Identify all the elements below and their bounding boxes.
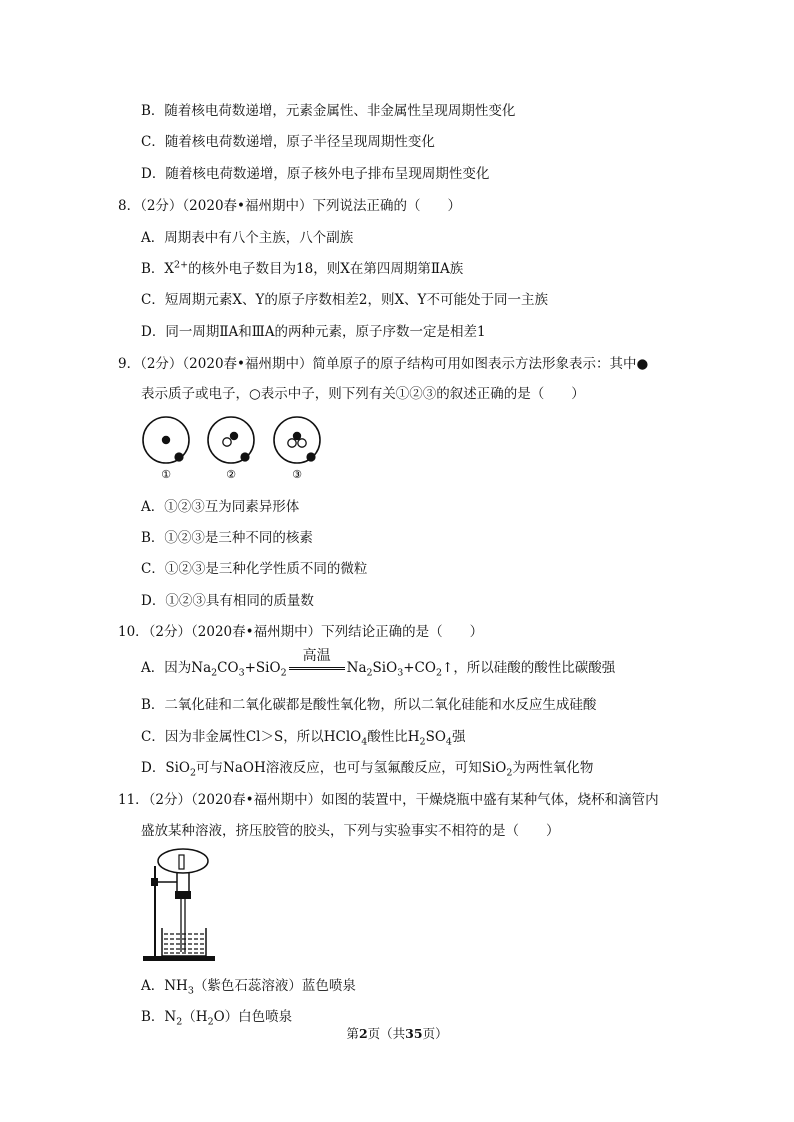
q10-option-a: A．因为$Na_2CO_3+SiO_2$ 高温 $Na_2SiO_3+CO_2↑$，所以硅酸的酸性比碳酸强 <box>141 648 616 679</box>
beaker-liquid <box>164 934 204 953</box>
q7-option-d: D．随着核电荷数递增，原子核外电子排布呈现周期性变化 <box>141 166 490 182</box>
atom-2 <box>208 417 254 463</box>
atom-label-1: ① <box>161 468 171 481</box>
q9-stem-line1: 9．（2分）（2020春•福州期中）简单原子的原子结构可用如图表示方法形象表示：其中● <box>118 356 649 372</box>
q10-option-c: C．因为非金属性Cl＞S，所以HClO$_4$酸性比$H_2SO_4$强 <box>141 729 466 748</box>
stopper <box>175 891 191 899</box>
q8-option-b: B．$X^{2+}$的核外电子数目为18，则X在第四周期第ⅡA族 <box>141 259 464 277</box>
fountain-apparatus-figure <box>140 846 220 964</box>
q9-option-a: A．①②③互为同素异形体 <box>141 499 300 515</box>
q7-option-b: B．随着核电荷数递增，元素金属性、非金属性呈现周期性变化 <box>141 103 516 119</box>
atom-1 <box>143 417 189 463</box>
page-footer: 第2页（共35页） <box>346 1026 448 1041</box>
q11-stem-line1: 11．（2分）（2020春•福州期中）如图的装置中，干燥烧瓶中盛有某种气体，烧杯和滴管内 <box>118 792 659 808</box>
q8-stem: 8．（2分）（2020春•福州期中）下列说法正确的（ ） <box>118 198 461 214</box>
total-pages: 35 <box>405 1026 423 1041</box>
q8-option-a: A．周期表中有八个主族，八个副族 <box>141 230 354 246</box>
atom-label-3: ③ <box>292 468 302 481</box>
q9-option-c: C．①②③是三种化学性质不同的微粒 <box>141 561 368 577</box>
q11-stem-line2: 盛放某种溶液，挤压胶管的胶头，下列与实验事实不相符的是（ ） <box>141 823 560 839</box>
q9-option-b: B．①②③是三种不同的核素 <box>141 530 313 546</box>
q10-option-b: B．二氧化硅和二氧化碳都是酸性氧化物，所以二氧化硅能和水反应生成硅酸 <box>141 697 597 713</box>
product-na2sio3: $Na_2SiO_3+CO_2↑$ <box>346 660 454 679</box>
atom-label-2: ② <box>226 468 236 481</box>
high-temperature-equals-sign: 高温 <box>287 658 347 678</box>
q8-option-c: C．短周期元素X、Y的原子序数相差2，则X、Y不可能处于同一主族 <box>141 292 548 308</box>
beaker <box>162 928 206 956</box>
q11-option-b: B．$N_2(H_2O)$白色喷泉 <box>141 1009 293 1028</box>
q9-option-d: D．①②③具有相同的质量数 <box>141 593 314 609</box>
q8-option-d: D．同一周期ⅡA和ⅢA的两种元素，原子序数一定是相差1 <box>141 324 486 340</box>
reactant-na2co3: $Na_2CO_3+SiO_2$ <box>191 660 287 679</box>
page-number: 2 <box>358 1026 368 1041</box>
atom-structure-figure <box>140 414 340 484</box>
q10-option-d: D．SiO$_2$可与NaOH溶液反应，也可与氢氟酸反应，可知SiO$_2$为两性氧化物 <box>141 760 594 779</box>
q9-stem-line2: 表示质子或电子，○表示中子，则下列有关①②③的叙述正确的是（ ） <box>141 386 585 402</box>
q11-option-a: A．$NH_3$（紫色石蕊溶液）蓝色喷泉 <box>141 978 356 997</box>
atom-3 <box>274 417 320 463</box>
q10-stem: 10．（2分）（2020春•福州期中）下列结论正确的是（ ） <box>118 624 484 640</box>
dropper <box>179 855 184 869</box>
q7-option-c: C．随着核电荷数递增，原子半径呈现周期性变化 <box>141 134 435 150</box>
